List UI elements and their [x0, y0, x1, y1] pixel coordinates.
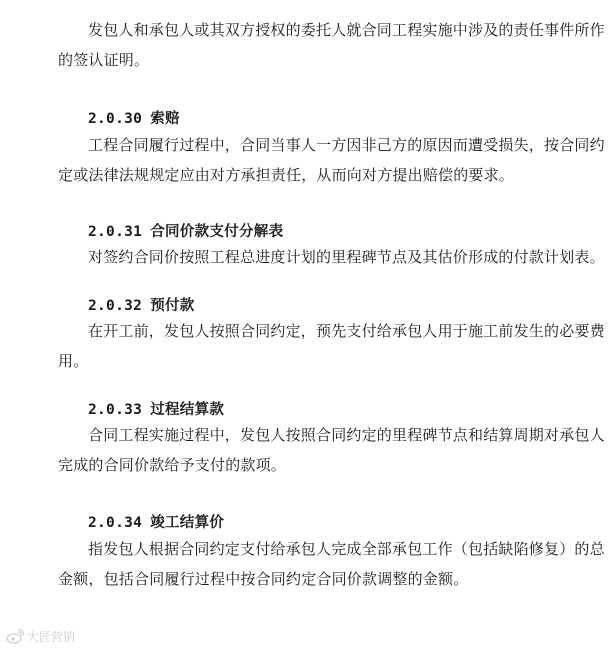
watermark — [6, 628, 75, 645]
paragraph-line: 用。 — [58, 352, 89, 370]
section-number: 2.0.33 — [88, 402, 143, 418]
section-title: 过程结算款 — [150, 401, 225, 418]
section-heading-2-0-30 — [88, 107, 180, 128]
section-title: 预付款 — [150, 297, 195, 314]
paragraph-line: 金额，包括合同履行过程中按合同约定合同价款调整的金额。 — [58, 570, 469, 588]
section-heading-2-0-33 — [88, 398, 224, 419]
section-paragraph-2-0-30 — [58, 130, 605, 190]
section-heading-2-0-34 — [88, 511, 224, 532]
paragraph-line: 发包人和承包人或其双方授权的委托人就合同工程实施中涉及的责任事件所作 — [88, 21, 605, 39]
paragraph-line: 在开工前，发包人按照合同约定，预先支付给承包人用于施工前发生的必要费 — [88, 322, 605, 340]
section-title: 合同价款支付分解表 — [150, 223, 284, 240]
section-number: 2.0.31 — [88, 224, 143, 240]
section-heading-2-0-31 — [88, 220, 283, 241]
section-title: 索赔 — [150, 110, 180, 127]
paragraph-line: 合同工程实施过程中，发包人按照合同约定的里程碑节点和结算周期对承包人 — [88, 426, 605, 444]
section-paragraph-2-0-34 — [58, 534, 605, 594]
intro-paragraph — [58, 15, 605, 75]
section-paragraph-2-0-31 — [88, 242, 605, 272]
section-paragraph-2-0-33 — [58, 420, 605, 480]
section-title: 竣工结算价 — [150, 514, 225, 531]
paragraph-line: 完成的合同价款给予支付的款项。 — [58, 456, 287, 474]
paragraph-line: 定或法律法规规定应由对方承担责任，从而向对方提出赔偿的要求。 — [58, 166, 515, 184]
paragraph-line: 的签认证明。 — [58, 51, 150, 69]
section-number: 2.0.30 — [88, 111, 143, 127]
paragraph-line: 对签约合同价按照工程总进度计划的里程碑节点及其估价形成的付款计划表。 — [88, 248, 605, 266]
watermark-text: 大匠营销 — [27, 630, 76, 644]
section-number: 2.0.34 — [88, 515, 143, 531]
paragraph-line: 指发包人根据合同约定支付给承包人完成全部承包工作（包括缺陷修复）的总 — [88, 540, 605, 558]
weibo-logo-icon — [6, 629, 24, 644]
section-heading-2-0-32 — [88, 294, 195, 315]
paragraph-line: 工程合同履行过程中，合同当事人一方因非己方的原因而遭受损失，按合同约 — [88, 136, 605, 154]
section-paragraph-2-0-32 — [58, 316, 605, 376]
section-number: 2.0.32 — [88, 298, 143, 314]
